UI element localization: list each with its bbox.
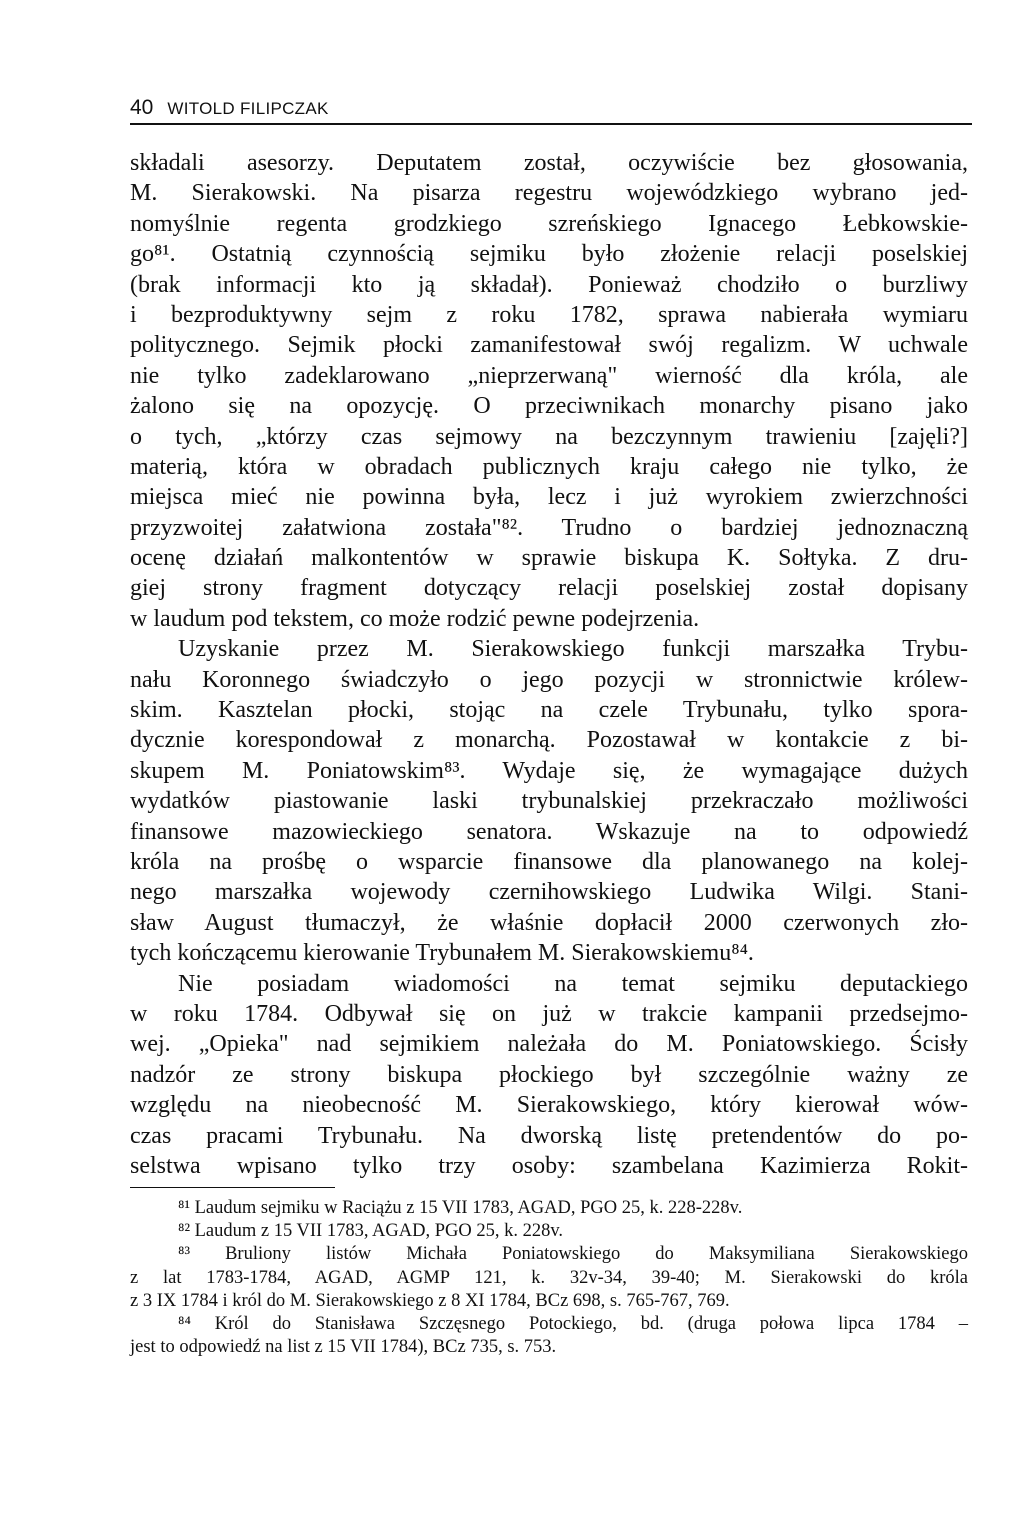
footnote-line: ⁸³ Bruliony listów Michała Poniatowskiego do Maksymiliana Sierakowskiego [178,1244,968,1265]
body-line: w laudum pod tekstem, co może rodzić pewne podejrzenia. [130,605,700,632]
body-line: czas pracami Trybunału. Na dworską listę pretendentów do po- [130,1122,968,1149]
body-line: skupem M. Poniatowskim⁸³. Wydaje się, że wymagające dużych [130,757,968,784]
footnote-line: ⁸² Laudum z 15 VII 1783, AGAD, PGO 25, k. 228v. [178,1221,564,1242]
body-line: nego marszałka wojewody czernihowskiego Ludwika Wilgi. Stani- [130,879,968,906]
footnote-line: jest to odpowiedź na list z 15 VII 1784), BCz 735, s. 753. [130,1337,557,1358]
footnotes [130,1197,968,1359]
body-line: nie tylko zadeklarowano „nieprzerwaną" wierność dla króla, ale [130,362,968,389]
running-head-author: WITOLD FILIPCZAK [167,99,329,118]
body-line: o tych, „którzy czas sejmowy na bezczynnym trawieniu [zajęli?] [130,423,968,450]
body-line: go⁸¹. Ostatnią czynnością sejmiku było złożenie relacji poselskiej [130,241,968,268]
body-line: Nie posiadam wiadomości na temat sejmiku deputackiego [178,970,968,997]
body-line: materią, która w obradach publicznych kraju całego nie tylko, że [130,453,968,480]
body-line: finansowe mazowieckiego senatora. Wskazuje na to odpowiedź [130,818,968,845]
footnote-line: z 3 IX 1784 i król do M. Sierakowskiego z 8 XI 1784, BCz 698, s. 765-767, 769. [130,1290,730,1311]
body-line: ocenę działań malkontentów w sprawie biskupa K. Sołtyka. Z dru- [130,545,968,572]
body-line: składali asesorzy. Deputatem został, oczywiście bez głosowania, [130,150,968,176]
footnote-line: z lat 1783-1784, AGAD, AGMP 121, k. 32v-34, 39-40; M. Sierakowski do króla [130,1267,968,1288]
footnote-separator [130,1187,335,1188]
body-line: skim. Kasztelan płocki, stojąc na czele Trybunału, tylko spora- [130,697,968,724]
body-line: względu na nieobecność M. Sierakowskiego, który kierował wów- [130,1092,968,1119]
body-line: przyzwoitej załatwiona została"⁸². Trudno o bardziej jednoznaczną [130,514,968,541]
body-line: w roku 1784. Odbywał się on już w trakcie kampanii przedsejmo- [130,1000,968,1027]
body-line: wydatków piastowanie laski trybunalskiej przekraczało możliwości [130,788,968,815]
main-text [130,148,968,1181]
body-line: króla na prośbę o wsparcie finansowe dla planowanego na kolej- [130,848,968,875]
body-line: Uzyskanie przez M. Sierakowskiego funkcji marszałka Trybu- [178,636,968,663]
footnote-line: ⁸¹ Laudum sejmiku w Raciążu z 15 VII 1783, AGAD, PGO 25, k. 228-228v. [178,1198,743,1218]
body-line: żalono się na opozycję. O przeciwnikach monarchy pisano jako [130,393,968,420]
body-line: nału Koronnego świadczyło o jego pozycji w stronnictwie królew- [130,666,968,693]
body-line: (brak informacji kto ją składał). Ponieważ chodziło o burzliwy [130,271,968,298]
body-line: politycznego. Sejmik płocki zamanifestował swój regalizm. W uchwale [130,332,968,359]
body-line: giej strony fragment dotyczący relacji poselskiej został dopisany [130,575,968,602]
footnote-line: ⁸⁴ Król do Stanisława Szczęsnego Potockiego, bd. (druga połowa lipca 1784 – [178,1313,968,1334]
body-line: M. Sierakowski. Na pisarza regestru wojewódzkiego wybrano jed- [130,180,968,207]
body-line: i bezproduktywny sejm z roku 1782, sprawa nabierała wymiaru [130,301,968,328]
page-number: 40 [130,96,154,119]
body-line: nadzór ze strony biskupa płockiego był szczególnie ważny ze [130,1061,968,1088]
running-head [130,90,972,120]
body-line: sław August tłumaczył, że właśnie dopłacił 2000 czerwonych zło- [130,909,968,936]
body-line: wej. „Opieka" nad sejmikiem należała do M. Poniatowskiego. Ścisły [130,1031,968,1058]
body-line: miejsca mieć nie powinna była, lecz i już wyrokiem zwierzchności [130,484,968,511]
body-line: dycznie korespondował z monarchą. Pozostawał w kontakcie z bi- [130,727,968,754]
body-line: nomyślnie regenta grodzkiego szreńskiego Ignacego Łebkowskie- [130,210,968,237]
header-rule [130,123,972,125]
body-line: selstwa wpisano tylko trzy osoby: szambelana Kazimierza Rokit- [130,1152,968,1179]
body-line: tych kończącemu kierowanie Trybunałem M. Sierakowskiemu⁸⁴. [130,940,754,967]
